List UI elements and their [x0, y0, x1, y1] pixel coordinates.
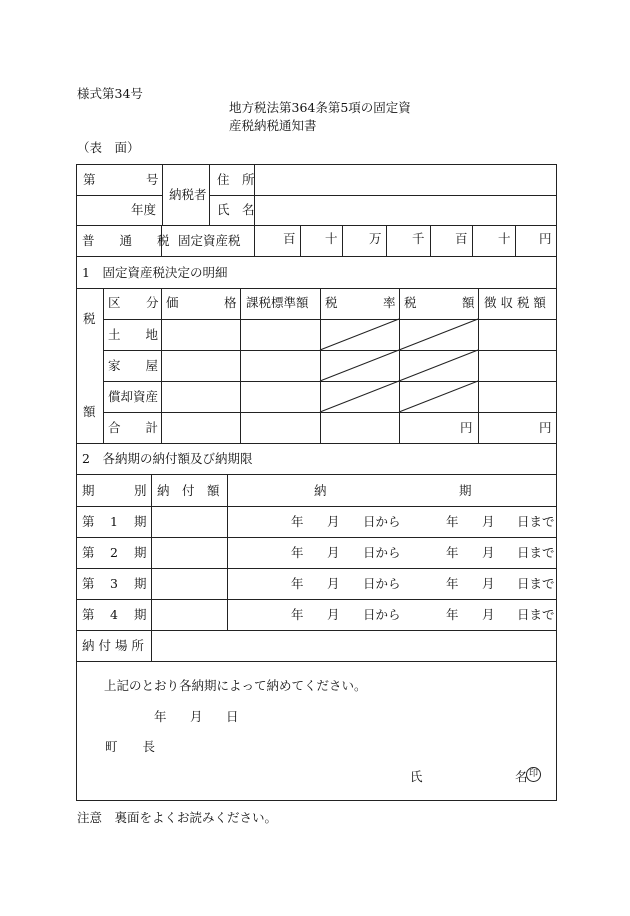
footer-note: 注意 裏面をよくお読みください。	[77, 810, 278, 825]
notice-date-hi: 日	[226, 709, 239, 724]
digit-man: 万	[369, 231, 382, 246]
jusho-label: 住 所	[217, 172, 255, 187]
digit-sen: 千	[412, 231, 425, 246]
period-ki: 期	[134, 576, 147, 591]
header-zeigaku-a: 税	[404, 295, 417, 310]
period-dai: 第	[82, 514, 95, 529]
town-mayor-label: 町 長	[105, 739, 156, 754]
shimei-label: 氏 名	[217, 202, 255, 217]
row-tochi: 土 地	[108, 327, 159, 342]
dai-label: 第	[83, 172, 96, 187]
period-num: 2	[110, 545, 118, 560]
header-kibetsu-a: 期	[82, 483, 95, 498]
start-tsuki: 月	[327, 514, 340, 529]
fixed-asset-tax-label: 固定資産税	[178, 233, 241, 248]
payment-place-label: 納 付 場 所	[82, 638, 144, 653]
period-dai: 第	[82, 607, 95, 622]
header-choshu: 徴 収 税 額	[484, 295, 546, 310]
start-nen: 年	[291, 607, 304, 622]
mei-label: 名	[515, 769, 528, 784]
header-zeigaku-b: 額	[462, 295, 475, 310]
end-made: 日まで	[517, 514, 555, 529]
start-nen: 年	[291, 576, 304, 591]
header-kubun-a: 区	[108, 295, 121, 310]
period-num: 4	[110, 607, 118, 622]
nendo-label: 年度	[131, 202, 157, 217]
end-nen: 年	[446, 576, 459, 591]
total-choshu-yen: 円	[539, 420, 552, 435]
total-zeigaku-yen: 円	[460, 420, 473, 435]
section1-heading: 1 固定資産税決定の明細	[82, 265, 228, 280]
payment-message: 上記のとおり各納期によって納めてください。	[104, 678, 367, 693]
row-kaoku: 家 屋	[108, 358, 159, 373]
header-kubun-b: 分	[146, 295, 159, 310]
ordinary-tax-label: 普 通 税	[82, 233, 170, 248]
go-label: 号	[146, 172, 159, 187]
header-nofugaku: 納 付 額	[157, 483, 220, 498]
notice-date-tsuki: 月	[190, 709, 203, 724]
section1-side-zei: 税	[83, 311, 96, 326]
period-ki: 期	[134, 514, 147, 529]
seal-icon: 印	[526, 767, 541, 782]
period-num: 3	[110, 576, 118, 591]
end-made: 日まで	[517, 607, 555, 622]
header-zeiritsu-b: 率	[383, 295, 396, 310]
section1-side-gaku: 額	[83, 404, 96, 419]
end-tsuki: 月	[482, 545, 495, 560]
start-tsuki: 月	[327, 545, 340, 560]
start-kara: 日から	[363, 576, 401, 591]
nozeisha-label: 納税者	[169, 187, 207, 202]
row-shokyaku: 償却資産	[108, 389, 159, 404]
header-zeiritsu-a: 税	[325, 295, 338, 310]
digit-hyaku-2: 百	[455, 231, 468, 246]
end-made: 日まで	[517, 576, 555, 591]
digit-hyaku-1: 百	[283, 231, 296, 246]
header-noki-b: 期	[459, 483, 472, 498]
section2-heading: 2 各納期の納付額及び納期限	[82, 451, 253, 466]
period-ki: 期	[134, 545, 147, 560]
header-kakaku-b: 格	[224, 295, 237, 310]
end-nen: 年	[446, 514, 459, 529]
period-num: 1	[110, 514, 118, 529]
side-label: （表 面）	[77, 140, 140, 155]
start-tsuki: 月	[327, 607, 340, 622]
notice-date-nen: 年	[154, 709, 167, 724]
end-tsuki: 月	[482, 576, 495, 591]
shi-label: 氏	[410, 769, 423, 784]
title-line-1: 地方税法第364条第5項の固定資	[229, 100, 411, 115]
form-number: 様式第34号	[77, 86, 143, 101]
start-kara: 日から	[363, 545, 401, 560]
end-made: 日まで	[517, 545, 555, 560]
header-kazei: 課税標準額	[246, 295, 309, 310]
start-nen: 年	[291, 545, 304, 560]
header-noki-a: 納	[314, 483, 327, 498]
digit-ju-2: 十	[498, 231, 511, 246]
start-kara: 日から	[363, 607, 401, 622]
digit-ju-1: 十	[325, 231, 338, 246]
period-dai: 第	[82, 576, 95, 591]
digit-yen: 円	[539, 231, 552, 246]
end-tsuki: 月	[482, 514, 495, 529]
end-nen: 年	[446, 607, 459, 622]
end-tsuki: 月	[482, 607, 495, 622]
row-gokei: 合 計	[108, 420, 159, 435]
header-kibetsu-b: 別	[134, 483, 147, 498]
start-kara: 日から	[363, 514, 401, 529]
end-nen: 年	[446, 545, 459, 560]
header-kakaku-a: 価	[166, 295, 179, 310]
period-ki: 期	[134, 607, 147, 622]
title-line-2: 産税納税通知書	[229, 118, 317, 133]
period-dai: 第	[82, 545, 95, 560]
start-nen: 年	[291, 514, 304, 529]
start-tsuki: 月	[327, 576, 340, 591]
